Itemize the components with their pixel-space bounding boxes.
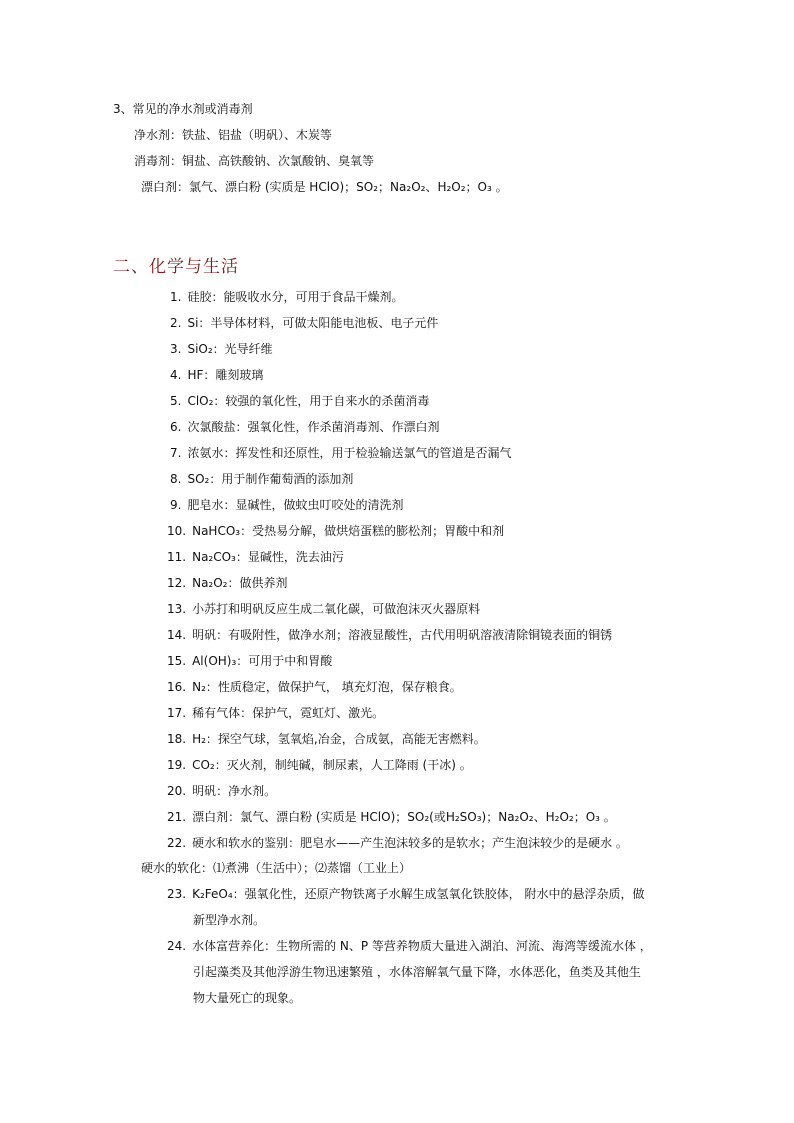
list-item (170, 471, 353, 487)
item-24-continuation-2: 物大量死亡的现象。 (193, 991, 302, 1005)
list-item (167, 757, 472, 773)
item-24-continuation-1: 引起藻类及其他浮游生物迅速繁殖 ，水体溶解氧气量下降，水体恶化，鱼类及其他生 (193, 965, 641, 979)
section3-title: 3、常见的净水剂或消毒剂 (113, 102, 253, 116)
list-item (167, 731, 486, 747)
item-text: 水体富营养化：生物所需的 N、P 等营养物质大量进入湖泊、河流、海湾等缓流水体 ， (192, 939, 652, 953)
item-number: 6. (170, 420, 182, 434)
item-number: 11. (167, 550, 187, 564)
item-text: Al(OH)₃：可用于中和胃酸 (192, 654, 333, 668)
list-item (167, 835, 628, 851)
bleach-line: 漂白剂：氯气、漂白粉 (实质是 HClO)；SO₂；Na₂O₂、H₂O₂；O₃ 。 (141, 180, 508, 194)
item-text: Na₂O₂：做供养剂 (192, 576, 288, 590)
list-item (167, 523, 504, 539)
item-number: 1. (170, 290, 182, 304)
list-item (170, 419, 439, 435)
purifier-line: 净水剂：铁盐、铝盐（明矾）、木炭等 (134, 128, 333, 142)
item-text: CO₂：灭火剂，制纯碱，制尿素，人工降雨 (干冰) 。 (192, 758, 472, 772)
item-number: 12. (167, 576, 187, 590)
item-number: 8. (170, 472, 182, 486)
item-23-continuation: 新型净水剂。 (193, 913, 266, 927)
item-text: K₂FeO₄：强氧化性，还原产物铁离子水解生成氢氧化铁胶体， 附水中的悬浮杂质，做 (192, 887, 645, 901)
item-text: 明矾：净水剂。 (192, 784, 277, 798)
item-number: 23. (167, 887, 187, 901)
item-number: 17. (167, 706, 187, 720)
item-number: 3. (170, 342, 182, 356)
list-item (170, 497, 403, 513)
item-text: N₂：性质稳定，做保护气， 填充灯泡，保存粮食。 (192, 680, 462, 694)
item-number: 22. (167, 836, 187, 850)
list-item (170, 341, 273, 357)
item-text: 次氯酸盐：强氧化性，作杀菌消毒剂、作漂白剂 (187, 420, 440, 434)
item-number: 15. (167, 654, 187, 668)
disinfectant-line: 消毒剂：铜盐、高铁酸钠、次氯酸钠、臭氧等 (134, 154, 375, 168)
item-number: 10. (167, 524, 187, 538)
item-text: SiO₂：光导纤维 (187, 342, 273, 356)
list-item (167, 679, 462, 695)
item-number: 24. (167, 939, 187, 953)
list-item (167, 705, 384, 721)
item-text: 小苏打和明矾反应生成二氧化碳，可做泡沫灭火器原料 (192, 602, 481, 616)
item-number: 14. (167, 628, 187, 642)
item-text: SO₂：用于制作葡萄酒的添加剂 (187, 472, 354, 486)
list-item (170, 289, 403, 305)
softening-line: 硬水的软化：⑴煮沸（生活中）；⑵蒸馏（工业上） (141, 861, 412, 875)
item-text: ClO₂：较强的氧化性，用于自来水的杀菌消毒 (187, 394, 430, 408)
item-text: 硅胶：能吸收水分，可用于食品干燥剂。 (187, 290, 404, 304)
item-text: 浓氨水：挥发性和还原性，用于检验输送氯气的管道是否漏气 (187, 446, 512, 460)
list-item (167, 575, 288, 591)
item-number: 9. (170, 498, 182, 512)
list-item (167, 809, 616, 825)
item-text: 稀有气体：保护气，霓虹灯、激光。 (192, 706, 385, 720)
item-text: 肥皂水：显碱性，做蚊虫叮咬处的清洗剂 (187, 498, 404, 512)
list-item (170, 315, 438, 331)
item-number: 18. (167, 732, 187, 746)
list-item-23 (167, 886, 644, 902)
item-text: 漂白剂：氯气、漂白粉 (实质是 HClO)；SO₂(或H₂SO₃)；Na₂O₂、H₂O₂；O₃ 。 (192, 810, 616, 824)
list-item (170, 367, 263, 383)
item-text: 明矾：有吸附性，做净水剂；溶液显酸性，古代用明矾溶液清除铜镜表面的铜锈 (192, 628, 613, 642)
item-number: 5. (170, 394, 182, 408)
item-text: HF：雕刻玻璃 (187, 368, 264, 382)
item-number: 16. (167, 680, 187, 694)
item-text: 硬水和软水的鉴别：肥皂水——产生泡沫较多的是软水；产生泡沫较少的是硬水 。 (192, 836, 628, 850)
item-number: 21. (167, 810, 187, 824)
item-number: 20. (167, 784, 187, 798)
list-item (170, 445, 511, 461)
item-number: 4. (170, 368, 182, 382)
item-number: 7. (170, 446, 182, 460)
list-item (170, 393, 429, 409)
item-number: 2. (170, 316, 182, 330)
item-number: 13. (167, 602, 187, 616)
item-text: Si：半导体材料，可做太阳能电池板、电子元件 (187, 316, 439, 330)
section2-heading: 二、化学与生活 (113, 257, 239, 277)
item-text: H₂：探空气球，氢氧焰,冶金，合成氨，高能无害燃料。 (192, 732, 486, 746)
item-text: NaHCO₃：受热易分解，做烘焙蛋糕的膨松剂；胃酸中和剂 (192, 524, 505, 538)
list-item (167, 601, 480, 617)
list-item (167, 783, 276, 799)
list-item (167, 653, 332, 669)
list-item-24 (167, 938, 652, 954)
list-item (167, 549, 344, 565)
list-item (167, 627, 612, 643)
item-number: 19. (167, 758, 187, 772)
item-text: Na₂CO₃：显碱性，洗去油污 (192, 550, 344, 564)
